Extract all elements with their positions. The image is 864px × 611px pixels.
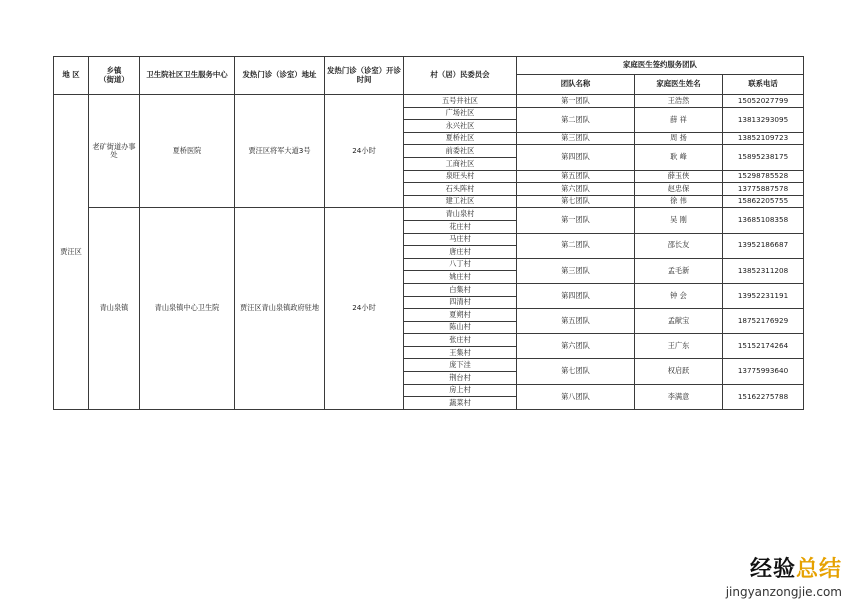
table-row	[54, 95, 804, 108]
cell-town: 青山泉镇	[89, 208, 140, 410]
cell-team-name: 第五团队	[517, 170, 635, 183]
cell-team-name: 第四团队	[517, 145, 635, 170]
table-body	[54, 95, 804, 410]
cell-doctor-name: 赵忠保	[635, 183, 723, 196]
cell-village: 陈山村	[404, 321, 517, 334]
cell-clinic-hours: 24小时	[325, 95, 404, 208]
cell-team-name: 第三团队	[517, 132, 635, 145]
watermark-title	[726, 552, 842, 583]
cell-team-name: 第七团队	[517, 195, 635, 208]
header-doctor-name: 家庭医生姓名	[635, 75, 723, 95]
cell-team-name: 第一团队	[517, 95, 635, 108]
cell-phone: 15152174264	[723, 334, 804, 359]
cell-doctor-name: 徐 伟	[635, 195, 723, 208]
cell-village: 庞下洼	[404, 359, 517, 372]
service-table-wrapper	[53, 56, 804, 410]
cell-phone: 15162275788	[723, 384, 804, 409]
cell-phone: 13952186687	[723, 233, 804, 258]
cell-village: 五号井社区	[404, 95, 517, 108]
header-district: 地 区	[54, 57, 89, 95]
cell-doctor-name: 钟 会	[635, 283, 723, 308]
table-row	[54, 208, 804, 221]
cell-village: 夏桥社区	[404, 132, 517, 145]
cell-doctor-name: 薛 祥	[635, 107, 723, 132]
header-team-name: 团队名称	[517, 75, 635, 95]
cell-phone: 13775993640	[723, 359, 804, 384]
cell-clinic-address: 贾汪区青山泉镇政府驻地	[235, 208, 325, 410]
cell-phone: 15052027799	[723, 95, 804, 108]
cell-phone: 15862205755	[723, 195, 804, 208]
cell-village: 姚庄村	[404, 271, 517, 284]
cell-doctor-name: 王浩然	[635, 95, 723, 108]
cell-team-name: 第五团队	[517, 309, 635, 334]
cell-hospital: 夏桥医院	[140, 95, 235, 208]
cell-village: 张庄村	[404, 334, 517, 347]
cell-hospital: 青山泉镇中心卫生院	[140, 208, 235, 410]
cell-phone: 13852311208	[723, 258, 804, 283]
cell-village: 白集村	[404, 283, 517, 296]
cell-village: 前委社区	[404, 145, 517, 158]
header-service-group: 家庭医生签约服务团队	[517, 57, 804, 75]
cell-team-name: 第七团队	[517, 359, 635, 384]
watermark-title-part2: 总结	[795, 557, 842, 582]
cell-clinic-hours: 24小时	[325, 208, 404, 410]
cell-village: 花庄村	[404, 220, 517, 233]
cell-village: 王集村	[404, 346, 517, 359]
cell-phone: 15895238175	[723, 145, 804, 170]
cell-doctor-name: 周 扬	[635, 132, 723, 145]
cell-doctor-name: 吴 刚	[635, 208, 723, 233]
cell-phone: 13685108358	[723, 208, 804, 233]
cell-team-name: 第二团队	[517, 233, 635, 258]
cell-town: 老矿街道办事处	[89, 95, 140, 208]
cell-village: 青山泉村	[404, 208, 517, 221]
family-doctor-table	[53, 56, 804, 410]
cell-team-name: 第三团队	[517, 258, 635, 283]
cell-village: 荆台村	[404, 372, 517, 385]
cell-phone: 13813293095	[723, 107, 804, 132]
cell-phone: 13952231191	[723, 283, 804, 308]
cell-doctor-name: 李满意	[635, 384, 723, 409]
cell-village: 蔬菜村	[404, 397, 517, 410]
cell-village: 石头阵村	[404, 183, 517, 196]
cell-doctor-name: 薛玉侠	[635, 170, 723, 183]
header-village: 村（居）民委员会	[404, 57, 517, 95]
cell-phone: 15298785528	[723, 170, 804, 183]
header-phone: 联系电话	[723, 75, 804, 95]
cell-doctor-name: 孟献宝	[635, 309, 723, 334]
cell-village: 四清村	[404, 296, 517, 309]
cell-village: 唐庄村	[404, 246, 517, 259]
cell-team-name: 第一团队	[517, 208, 635, 233]
cell-phone: 18752176929	[723, 309, 804, 334]
cell-village: 八丁村	[404, 258, 517, 271]
cell-village: 建工社区	[404, 195, 517, 208]
cell-district: 贾汪区	[54, 95, 89, 410]
cell-clinic-address: 贾汪区将军大道3号	[235, 95, 325, 208]
cell-team-name: 第二团队	[517, 107, 635, 132]
cell-village: 永兴社区	[404, 120, 517, 133]
header-clinic-address: 发热门诊（诊室）地址	[235, 57, 325, 95]
cell-team-name: 第六团队	[517, 183, 635, 196]
cell-doctor-name: 孟毛新	[635, 258, 723, 283]
cell-phone: 13775887578	[723, 183, 804, 196]
header-town: 乡镇 （街道）	[89, 57, 140, 95]
cell-village: 房上村	[404, 384, 517, 397]
header-clinic-hours: 发热门诊（诊室）开诊时间	[325, 57, 404, 95]
cell-doctor-name: 权启跃	[635, 359, 723, 384]
watermark-url: jingyanzongjie.com	[725, 585, 842, 599]
watermark-title-part1: 经验	[749, 557, 796, 582]
cell-village: 夏朔村	[404, 309, 517, 322]
cell-doctor-name: 耿 峰	[635, 145, 723, 170]
cell-village: 工商社区	[404, 157, 517, 170]
cell-village: 泉旺头村	[404, 170, 517, 183]
cell-phone: 13852109723	[723, 132, 804, 145]
cell-doctor-name: 邵长友	[635, 233, 723, 258]
cell-doctor-name: 王广东	[635, 334, 723, 359]
header-hospital: 卫生院社区卫生服务中心	[140, 57, 235, 95]
cell-team-name: 第六团队	[517, 334, 635, 359]
cell-team-name: 第四团队	[517, 283, 635, 308]
watermark-logo	[726, 552, 842, 599]
cell-village: 马庄村	[404, 233, 517, 246]
cell-village: 广场社区	[404, 107, 517, 120]
cell-team-name: 第八团队	[517, 384, 635, 409]
